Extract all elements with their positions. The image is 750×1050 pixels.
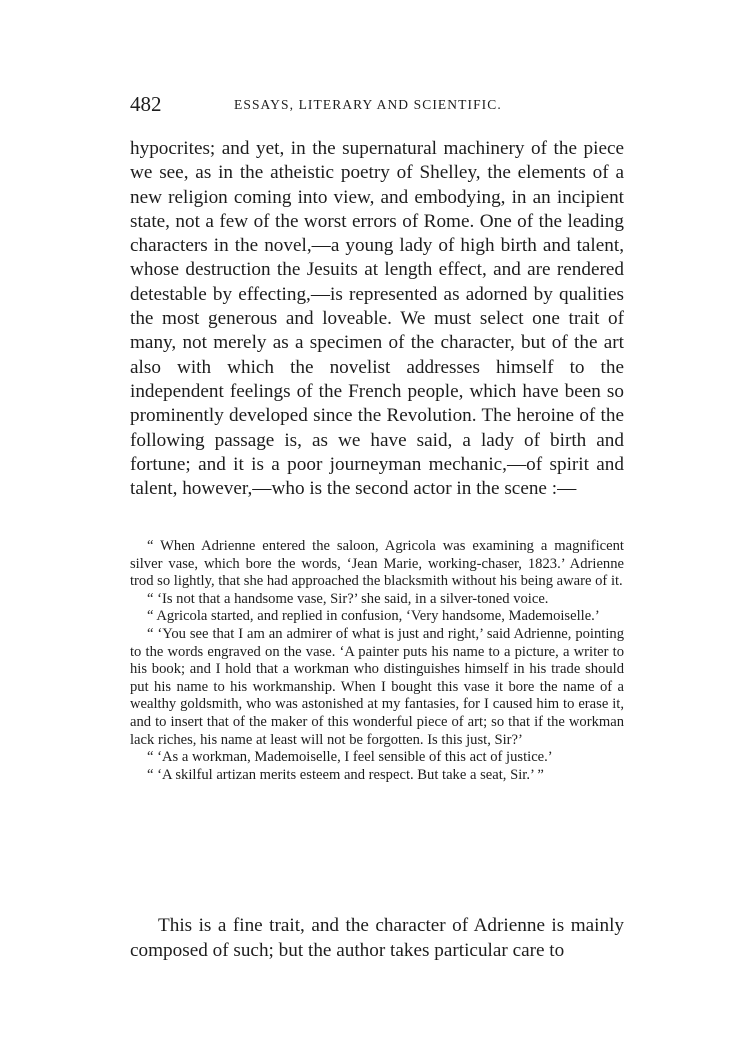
page-number: 482 xyxy=(130,92,162,116)
body-paragraph: hypocrites; and yet, in the supernatural machinery of the piece we see, as in the atheistic poetry of Shelley, the elements of a new religion coming into view, and embodying, in an incipient state, not a few of the worst errors of Rome. One of the leading characters in the novel,—a young lady of high birth and talent, whose destruction the Jesuits at length effect, and are rendered detestable by effecting,—is represented as adorned by qualities the most generous and loveable. We must select one trait of many, not merely as a specimen of the character, but of the art also with which the novelist addresses himself to the independent feelings of the French people, which have been so prominently developed since the Revolution. The heroine of the following passage is, as we have said, a lady of birth and fortune; and it is a poor journeyman mechanic,—of spirit and talent, however,—who is the second actor in the scene :— xyxy=(130,138,624,500)
quote-paragraph-1: “ When Adrienne entered the saloon, Agricola was examining a magnificent silver vase, which bore the words, ‘Jean Marie, working-chaser, 1823.’ Adrienne trod so lightly, that she had approached the blacksmith without his being aware of it. xyxy=(130,538,624,590)
running-head xyxy=(130,92,628,118)
quote-paragraph-5: “ ‘As a workman, Mademoiselle, I feel sensible of this act of justice.’ xyxy=(147,749,553,766)
closing-paragraph-block xyxy=(130,913,624,963)
main-paragraph xyxy=(130,137,624,501)
quote-paragraph-2: “ ‘Is not that a handsome vase, Sir?’ she said, in a silver-toned voice. xyxy=(147,590,549,607)
running-title: ESSAYS, LITERARY AND SCIENTIFIC. xyxy=(234,97,502,112)
block-quotation xyxy=(130,538,624,784)
quote-paragraph-3: “ Agricola started, and replied in confusion, ‘Very handsome, Mademoiselle.’ xyxy=(147,608,600,625)
quote-paragraph-4: “ ‘You see that I am an admirer of what is just and right,’ said Adrienne, pointing to the words engraved on the vase. ‘A painter puts his name to a picture, a writer to his book; and I hold that a workman who distinguishes himself in his trade should put his name to his workmanship. When I bought this vase it bore the name of a wealthy goldsmith, who was astonished at my fantasies, for I caused him to erase it, and to insert that of the maker of this wonderful piece of art; so that if the workman lack riches, his name at least will not be forgotten. Is this just, Sir?’ xyxy=(130,625,624,748)
closing-paragraph: This is a fine trait, and the character of Adrienne is mainly composed of such; but the author takes particular care to xyxy=(130,915,624,961)
quote-paragraph-6: “ ‘A skilful artizan merits esteem and respect. But take a seat, Sir.’ ” xyxy=(147,766,544,783)
